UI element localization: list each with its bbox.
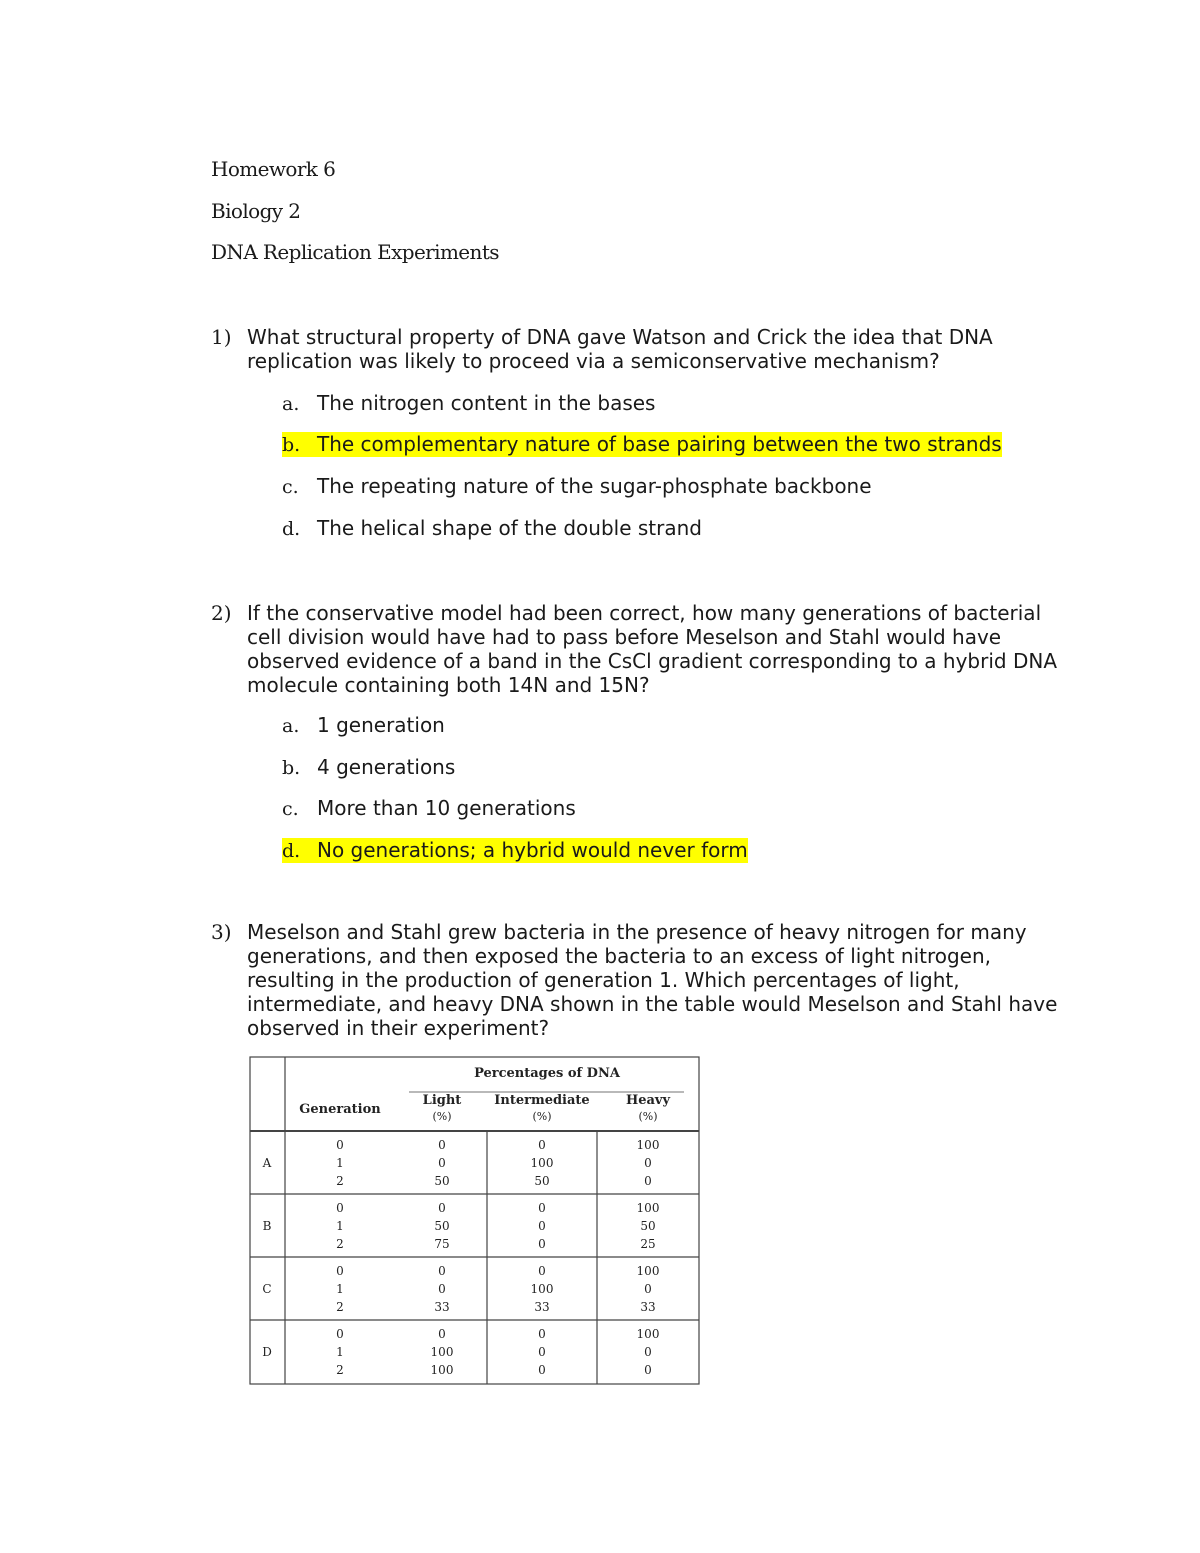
option-text: The repeating nature of the sugar-phosphate backbone (317, 474, 872, 498)
option-text: The complementary nature of base pairing between the two strands (317, 432, 1002, 456)
option-letter: c. (282, 798, 299, 820)
option-letter: b. (282, 757, 301, 779)
question-number: 3) (211, 920, 232, 944)
option-letter: c. (282, 476, 299, 498)
question-text: Meselson and Stahl grew bacteria in the presence of heavy nitrogen for many generations, and then exposed the bacteria to an excess of light nitrogen, resulting in the production of generation 1. Which percentages of light, intermediate, and heavy DNA shown in the table would Meselson and Stahl have observed in their experiment? (247, 920, 1058, 1040)
option-text: 1 generation (317, 713, 445, 737)
homework-title: Homework 6 (211, 157, 336, 181)
row-label: D (262, 1345, 272, 1359)
course-name: Biology 2 (211, 199, 301, 223)
option-letter: b. (282, 434, 301, 456)
table-cell-heavy: 100 (636, 1264, 660, 1278)
table-cell-intermediate: 0 (538, 1138, 546, 1152)
table-cell-light: 100 (430, 1363, 454, 1377)
table-cell-heavy: 100 (636, 1138, 660, 1152)
table-intermediate-unit: (%) (532, 1110, 552, 1123)
table-cell-intermediate: 50 (534, 1174, 550, 1188)
q2-option-c (282, 796, 576, 821)
row-label: B (262, 1219, 272, 1233)
table-group-header: Percentages of DNA (474, 1066, 620, 1081)
table-cell-heavy: 33 (640, 1300, 656, 1314)
table-cell-intermediate: 0 (538, 1327, 546, 1341)
question-text: If the conservative model had been correct, how many generations of bacterial cell division would have had to pass before Meselson and Stahl would have observed evidence of a band in the CsCl gradient corresponding to a hybrid DNA molecule containing both 14N and 15N? (247, 601, 1057, 697)
table-cell-intermediate: 0 (538, 1264, 546, 1278)
table-heavy-unit: (%) (638, 1110, 658, 1123)
row-label: A (262, 1156, 272, 1170)
table-cell-heavy: 100 (636, 1201, 660, 1215)
option-letter: a. (282, 393, 300, 415)
table-cell-generation: 0 (336, 1138, 344, 1152)
table-heavy-header: Heavy (625, 1093, 671, 1108)
option-letter: a. (282, 715, 300, 737)
question-3 (211, 920, 1061, 1040)
q1-option-d (282, 516, 702, 541)
table-cell-intermediate: 100 (530, 1156, 554, 1170)
question-1 (211, 325, 1061, 373)
question-2 (211, 601, 1061, 697)
q2-option-b (282, 755, 455, 780)
table-cell-heavy: 0 (644, 1363, 652, 1377)
option-letter: d. (282, 840, 301, 862)
table-cell-intermediate: 100 (530, 1282, 554, 1296)
table-generation-header: Generation (299, 1102, 381, 1117)
table-cell-light: 0 (438, 1282, 446, 1296)
table-cell-light: 0 (438, 1201, 446, 1215)
table-cell-intermediate: 0 (538, 1345, 546, 1359)
table-cell-light: 50 (434, 1219, 450, 1233)
table-light-unit: (%) (432, 1110, 452, 1123)
table-cell-light: 33 (434, 1300, 450, 1314)
table-cell-light: 0 (438, 1327, 446, 1341)
option-text: No generations; a hybrid would never form (317, 838, 748, 862)
option-text: More than 10 generations (317, 796, 576, 820)
table-cell-heavy: 25 (640, 1237, 656, 1251)
table-cell-light: 0 (438, 1264, 446, 1278)
table-cell-light: 0 (438, 1138, 446, 1152)
table-cell-intermediate: 0 (538, 1363, 546, 1377)
dna-percentages-table (249, 1056, 700, 1385)
option-text: The helical shape of the double strand (317, 516, 702, 540)
q1-option-a (282, 391, 655, 416)
table-cell-intermediate: 0 (538, 1201, 546, 1215)
table-cell-heavy: 0 (644, 1156, 652, 1170)
question-number: 2) (211, 601, 232, 625)
option-letter: d. (282, 518, 301, 540)
table-cell-heavy: 0 (644, 1345, 652, 1359)
question-text: What structural property of DNA gave Watson and Crick the idea that DNA replication was likely to proceed via a semiconservative mechanism? (247, 325, 993, 373)
table-cell-heavy: 0 (644, 1174, 652, 1188)
table-cell-generation: 0 (336, 1327, 344, 1341)
question-number: 1) (211, 325, 232, 349)
option-text: 4 generations (317, 755, 456, 779)
table-cell-light: 75 (434, 1237, 450, 1251)
q2-option-a (282, 713, 445, 738)
table-cell-heavy: 0 (644, 1282, 652, 1296)
q1-option-c (282, 474, 872, 499)
table-cell-heavy: 100 (636, 1327, 660, 1341)
table-cell-heavy: 50 (640, 1219, 656, 1233)
topic-title: DNA Replication Experiments (211, 240, 499, 264)
table-cell-light: 0 (438, 1156, 446, 1170)
table-cell-light: 100 (430, 1345, 454, 1359)
table-cell-intermediate: 33 (534, 1300, 550, 1314)
table-cell-light: 50 (434, 1174, 450, 1188)
table-cell-generation: 2 (336, 1174, 344, 1188)
row-label: C (262, 1282, 272, 1296)
table-cell-generation: 0 (336, 1264, 344, 1278)
q1-option-b-highlighted (282, 432, 1002, 457)
table-cell-intermediate: 0 (538, 1237, 546, 1251)
table-cell-generation: 1 (336, 1345, 344, 1359)
table-light-header: Light (422, 1093, 462, 1108)
table-cell-generation: 2 (336, 1363, 344, 1377)
option-text: The nitrogen content in the bases (317, 391, 656, 415)
table-cell-generation: 1 (336, 1282, 344, 1296)
table-intermediate-header: Intermediate (494, 1093, 590, 1108)
table-cell-generation: 2 (336, 1237, 344, 1251)
table-cell-generation: 1 (336, 1219, 344, 1233)
table-cell-generation: 1 (336, 1156, 344, 1170)
q2-option-d-highlighted (282, 838, 748, 863)
table-cell-generation: 2 (336, 1300, 344, 1314)
table-cell-intermediate: 0 (538, 1219, 546, 1233)
table-cell-generation: 0 (336, 1201, 344, 1215)
